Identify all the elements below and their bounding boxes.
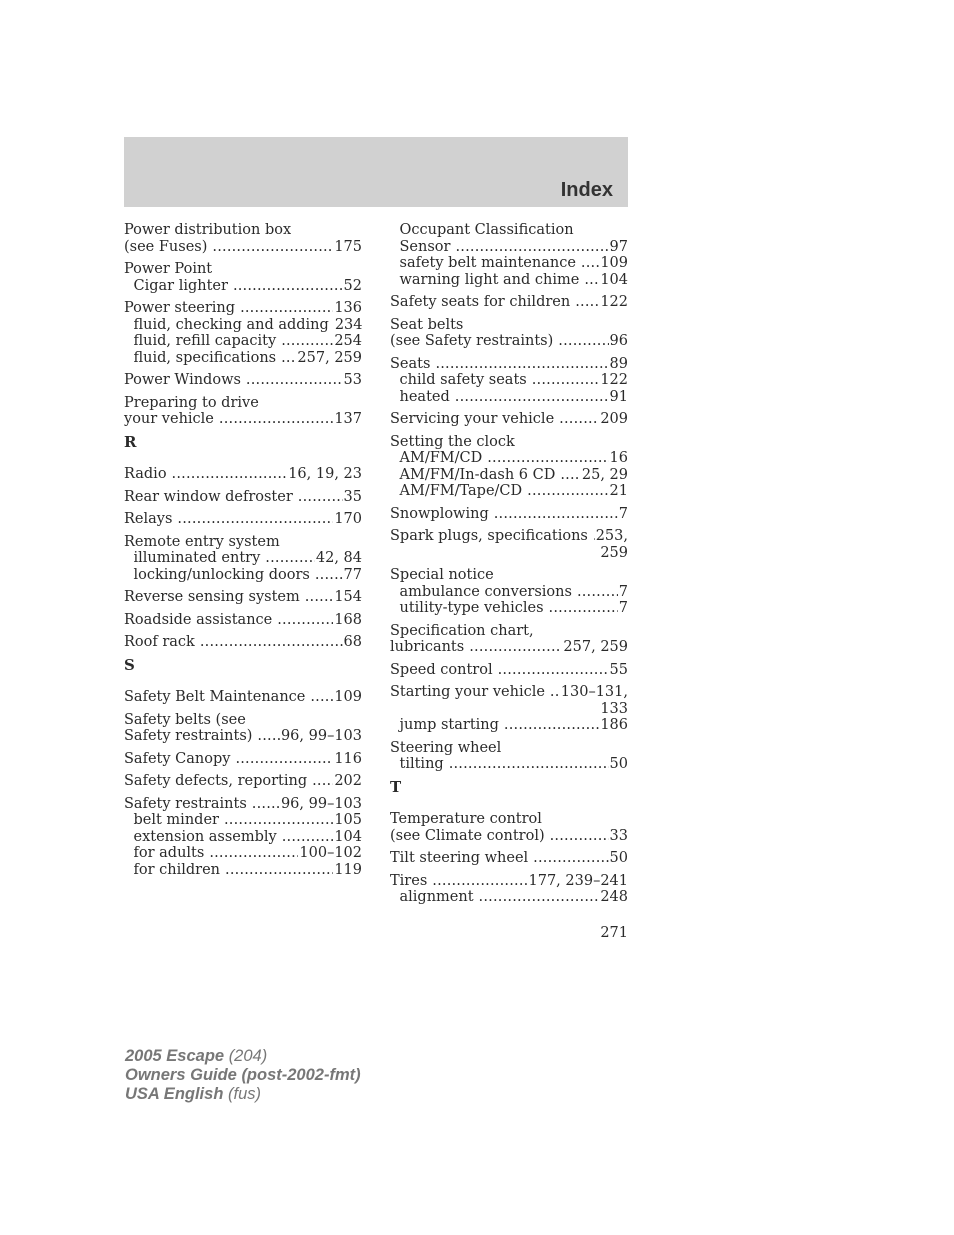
page-title: Index xyxy=(560,179,613,201)
index-entry xyxy=(390,434,628,500)
dot-leader xyxy=(265,550,315,567)
dot-leader xyxy=(532,372,600,389)
index-subentry xyxy=(390,756,628,773)
dot-leader xyxy=(246,372,343,389)
entry-text: illuminated entry xyxy=(133,550,261,566)
entry-text: (see Safety restraints) xyxy=(390,333,554,349)
index-line xyxy=(124,612,362,629)
index-entry xyxy=(124,395,362,428)
page-ref: 257, 259 xyxy=(297,349,362,366)
entry-text: your vehicle xyxy=(124,411,214,427)
index-subentry xyxy=(390,389,628,406)
page-ref: 16 xyxy=(609,450,628,466)
index-entry xyxy=(390,411,628,428)
dot-leader xyxy=(257,728,280,745)
dot-leader xyxy=(435,356,608,373)
header-band xyxy=(124,137,628,207)
entry-text: safety belt maintenance xyxy=(399,255,576,271)
page-ref: 91 xyxy=(609,388,628,405)
index-entry xyxy=(124,796,362,879)
page-ref: 25, 29 xyxy=(581,466,628,483)
index-entry xyxy=(124,589,362,606)
entry-text: Power Point xyxy=(124,261,213,277)
index-line xyxy=(390,356,628,373)
dot-leader xyxy=(549,600,618,617)
page-ref: 50 xyxy=(609,756,628,772)
index-entry xyxy=(390,850,628,867)
dot-leader xyxy=(305,589,334,606)
entry-text: Remote entry system xyxy=(124,533,280,550)
index-line xyxy=(124,728,362,745)
index-entry xyxy=(124,773,362,790)
index-entry xyxy=(124,712,362,745)
index-subentry xyxy=(124,317,362,334)
index-subentry xyxy=(124,829,362,846)
page-ref: 209 xyxy=(600,411,628,427)
footer xyxy=(125,1047,361,1104)
index-entry xyxy=(124,489,362,506)
entry-text: AM/FM/CD xyxy=(399,450,483,466)
index-line xyxy=(124,222,362,239)
index-entry xyxy=(124,372,362,389)
index-line xyxy=(390,662,628,679)
index-line xyxy=(390,294,628,311)
dot-leader xyxy=(533,850,608,867)
page-ref: 254 xyxy=(334,333,362,349)
footer-line-3 xyxy=(125,1085,361,1104)
index-entry xyxy=(124,466,362,483)
entry-text: Occupant Classification xyxy=(399,222,574,238)
page-ref: 89 xyxy=(609,355,628,372)
dot-leader xyxy=(281,350,296,367)
dot-leader xyxy=(212,239,333,256)
entry-text: child safety seats xyxy=(399,372,527,388)
index-line xyxy=(390,828,628,845)
page-ref: 105 xyxy=(334,812,362,828)
page-ref: 21 xyxy=(609,483,628,499)
index-entry xyxy=(390,222,628,288)
page-ref: 136 xyxy=(334,300,362,316)
index-line xyxy=(124,534,362,551)
entry-text: (see Fuses) xyxy=(124,238,208,255)
page-ref: 77 xyxy=(343,566,362,583)
entry-text: Seat belts xyxy=(390,316,464,333)
index-subentry xyxy=(124,350,362,367)
dot-leader xyxy=(240,300,333,317)
dot-leader xyxy=(575,294,599,311)
dot-leader xyxy=(498,662,609,679)
entry-text: Speed control xyxy=(390,661,493,678)
index-line xyxy=(124,489,362,506)
entry-text: Roof rack xyxy=(124,634,195,650)
page-ref: 33 xyxy=(609,827,628,844)
page-ref: 137 xyxy=(334,411,362,427)
dot-leader xyxy=(219,411,333,428)
index-line xyxy=(390,811,628,828)
dot-leader xyxy=(527,483,608,500)
page-ref: 122 xyxy=(600,372,628,388)
entry-text: Roadside assistance xyxy=(124,611,273,628)
index-entry xyxy=(124,534,362,584)
dot-leader xyxy=(177,511,333,528)
entry-text: alignment xyxy=(399,889,474,905)
index-line xyxy=(390,873,628,890)
page-ref: 109 xyxy=(600,255,628,271)
dot-leader xyxy=(577,584,618,601)
page-ref: 104 xyxy=(600,271,628,288)
index-subentry xyxy=(124,862,362,879)
page-ref: 119 xyxy=(334,861,362,878)
dot-leader xyxy=(479,889,600,906)
index-line xyxy=(390,701,628,718)
index-entry xyxy=(390,506,628,523)
index-column-right xyxy=(390,222,628,912)
entry-text: Safety defects, reporting xyxy=(124,773,308,789)
entry-text: Cigar lighter xyxy=(133,277,228,294)
index-line xyxy=(124,239,362,256)
entry-text: AM/FM/In-dash 6 CD xyxy=(399,466,556,483)
entry-text: Safety belts (see xyxy=(124,711,246,728)
index-line xyxy=(124,395,362,412)
page-ref: 116 xyxy=(334,750,362,767)
index-line xyxy=(390,740,628,757)
index-line xyxy=(124,773,362,790)
entry-text: Servicing your vehicle xyxy=(390,411,555,427)
index-subentry xyxy=(390,717,628,734)
index-subentry xyxy=(390,889,628,906)
page-ref: 122 xyxy=(600,294,628,310)
entry-text: Safety Belt Maintenance xyxy=(124,689,306,705)
page-ref: 177, 239–241 xyxy=(528,872,628,889)
index-entry xyxy=(390,623,628,656)
dot-leader xyxy=(209,845,298,862)
index-line xyxy=(390,639,628,656)
dot-leader xyxy=(593,528,595,545)
page-number: 271 xyxy=(600,925,628,941)
dot-leader xyxy=(298,489,343,506)
index-line xyxy=(124,261,362,278)
entry-text: for adults xyxy=(133,845,205,861)
entry-text: Snowplowing xyxy=(390,505,489,522)
entry-text: fluid, refill capacity xyxy=(133,333,277,349)
entry-text: Steering wheel xyxy=(390,739,502,756)
page-ref: 53 xyxy=(343,372,362,388)
footer-guide: Owners Guide (post-2002-fmt) xyxy=(125,1066,361,1084)
entry-text: Temperature control xyxy=(390,811,542,827)
entry-text: belt minder xyxy=(133,812,219,828)
dot-leader xyxy=(315,567,343,584)
dot-leader xyxy=(235,751,333,768)
entry-text: utility-type vehicles xyxy=(399,600,544,616)
index-subentry xyxy=(390,272,628,289)
entry-text: Safety seats for children xyxy=(390,294,571,310)
entry-text: Tilt steering wheel xyxy=(390,850,529,866)
entry-text: Power distribution box xyxy=(124,222,292,238)
index-entry xyxy=(390,740,628,773)
entry-text: Setting the clock xyxy=(390,433,515,450)
entry-text: Rear window defroster xyxy=(124,488,293,505)
index-line xyxy=(390,506,628,523)
index-entry xyxy=(390,567,628,617)
dot-leader xyxy=(277,612,333,629)
dot-leader xyxy=(558,333,608,350)
index-subentry xyxy=(390,584,628,601)
dot-leader xyxy=(432,873,527,890)
dot-leader xyxy=(550,828,609,845)
index-line xyxy=(124,712,362,729)
index-line xyxy=(124,511,362,528)
entry-text: Radio xyxy=(124,466,167,482)
page-ref: 55 xyxy=(609,661,628,678)
dot-leader xyxy=(200,634,343,651)
index-line xyxy=(390,567,628,584)
index-entry xyxy=(390,294,628,311)
index-entry xyxy=(124,612,362,629)
dot-leader xyxy=(560,467,581,484)
index-line xyxy=(390,528,628,545)
index-entry xyxy=(124,511,362,528)
dot-leader xyxy=(310,689,333,706)
entry-text: Safety restraints) xyxy=(124,728,253,744)
index-subentry xyxy=(124,333,362,350)
page-ref: 154 xyxy=(334,589,362,605)
index-line xyxy=(124,689,362,706)
index-line xyxy=(390,333,628,350)
dot-leader xyxy=(312,773,333,790)
page-ref: 96, 99–103 xyxy=(280,795,362,812)
index-entry xyxy=(390,873,628,906)
page-ref: 130–131, xyxy=(560,684,628,700)
entry-text: Relays xyxy=(124,511,173,527)
dot-leader xyxy=(487,450,608,467)
entry-text: Safety restraints xyxy=(124,795,247,812)
entry-text: heated xyxy=(399,388,450,405)
index-line xyxy=(124,796,362,813)
entry-text: Specification chart, xyxy=(390,622,534,639)
index-line xyxy=(124,589,362,606)
entry-text: fluid, specifications xyxy=(133,349,277,366)
index-line xyxy=(124,372,362,389)
page-ref-continued: 259 xyxy=(600,544,628,561)
page-ref: 186 xyxy=(600,717,628,733)
footer-model-code: (204) xyxy=(228,1047,268,1065)
dot-leader xyxy=(172,466,288,483)
page-ref: 104 xyxy=(334,828,362,845)
index-entry xyxy=(390,662,628,679)
page-ref: 175 xyxy=(334,238,362,255)
page-ref: 7 xyxy=(618,505,628,522)
entry-text: lubricants xyxy=(390,639,465,655)
entry-text: tilting xyxy=(399,756,444,772)
entry-text: Spark plugs, specifications xyxy=(390,528,588,544)
index-column-left xyxy=(124,222,362,884)
page-ref: 202 xyxy=(334,773,362,789)
entry-text: Power steering xyxy=(124,300,236,316)
index-entry xyxy=(390,317,628,350)
footer-model: 2005 Escape xyxy=(125,1047,225,1065)
entry-text: Tires xyxy=(390,872,428,889)
footer-line-1 xyxy=(125,1047,361,1066)
entry-text: Preparing to drive xyxy=(124,394,259,411)
index-line xyxy=(390,434,628,451)
page-ref: 253, xyxy=(595,528,628,544)
dot-leader xyxy=(225,862,333,879)
entry-text: locking/unlocking doors xyxy=(133,566,310,583)
index-entry xyxy=(124,261,362,294)
index-entry xyxy=(390,811,628,844)
page-ref: 96, 99–103 xyxy=(280,728,362,744)
entry-text: Sensor xyxy=(399,238,451,255)
dot-leader xyxy=(550,684,560,701)
entry-text: warning light and chime xyxy=(399,271,580,288)
dot-leader xyxy=(282,829,334,846)
entry-text: jump starting xyxy=(399,717,499,733)
page-ref: 52 xyxy=(343,277,362,294)
index-entry xyxy=(124,751,362,768)
entry-text: Power Windows xyxy=(124,372,241,388)
index-line xyxy=(390,850,628,867)
index-line xyxy=(124,751,362,768)
dot-leader xyxy=(494,506,618,523)
page-ref: 96 xyxy=(609,333,628,349)
dot-leader xyxy=(455,239,608,256)
index-entry xyxy=(124,689,362,706)
footer-language: USA English xyxy=(125,1085,224,1103)
index-line xyxy=(390,623,628,640)
page-ref: 68 xyxy=(343,634,362,650)
page-ref: 7 xyxy=(618,583,628,600)
dot-leader xyxy=(233,278,343,295)
footer-language-code: (fus) xyxy=(228,1085,261,1103)
index-entry xyxy=(390,528,628,561)
page-ref: 42, 84 xyxy=(315,550,362,566)
dot-leader xyxy=(224,812,333,829)
index-line xyxy=(124,300,362,317)
index-subentry xyxy=(390,255,628,272)
entry-text: extension assembly xyxy=(133,828,277,845)
entry-text: Seats xyxy=(390,355,431,372)
index-subentry xyxy=(124,278,362,295)
index-entry xyxy=(124,300,362,366)
entry-text: Special notice xyxy=(390,567,494,583)
index-subentry xyxy=(124,567,362,584)
entry-text: ambulance conversions xyxy=(399,583,572,600)
page-ref-continued: 133 xyxy=(600,700,628,717)
dot-leader xyxy=(581,255,599,272)
page-ref: 50 xyxy=(609,850,628,866)
section-letter: R xyxy=(124,432,137,451)
index-subentry xyxy=(124,845,362,862)
dot-leader xyxy=(281,333,333,350)
index-subentry xyxy=(390,372,628,389)
dot-leader xyxy=(252,796,280,813)
entry-text: (see Climate control) xyxy=(390,827,545,844)
entry-text: Starting your vehicle xyxy=(390,684,545,700)
index-subentry xyxy=(390,450,628,467)
index-subentry xyxy=(124,550,362,567)
entry-text: Safety Canopy xyxy=(124,750,231,767)
page-ref: 257, 259 xyxy=(563,639,628,655)
index-line xyxy=(390,411,628,428)
dot-leader xyxy=(584,272,599,289)
page-ref: 7 xyxy=(618,600,628,616)
index-subentry xyxy=(390,600,628,617)
entry-text: for children xyxy=(133,861,221,878)
entry-text: fluid, checking and adding xyxy=(133,316,329,333)
index-line xyxy=(390,545,628,562)
page-ref: 97 xyxy=(609,238,628,255)
index-subentry xyxy=(124,812,362,829)
index-entry xyxy=(390,684,628,734)
page-ref: 248 xyxy=(600,889,628,905)
page-ref: 35 xyxy=(343,488,362,505)
index-line xyxy=(390,317,628,334)
page-ref: 100–102 xyxy=(299,845,362,861)
entry-text: AM/FM/Tape/CD xyxy=(399,483,523,499)
page-ref: 168 xyxy=(334,611,362,628)
page-ref: 234 xyxy=(334,316,363,333)
footer-line-2 xyxy=(125,1066,361,1085)
index-subentry xyxy=(390,483,628,500)
page-ref: 170 xyxy=(334,511,362,527)
index-line xyxy=(124,634,362,651)
index-line xyxy=(124,466,362,483)
index-entry xyxy=(124,222,362,255)
dot-leader xyxy=(504,717,599,734)
index-line xyxy=(390,684,628,701)
page-ref: 109 xyxy=(334,689,362,705)
dot-leader xyxy=(469,639,562,656)
section-letter: T xyxy=(390,777,402,796)
index-subentry xyxy=(390,467,628,484)
section-letter: S xyxy=(124,655,135,674)
index-line xyxy=(124,411,362,428)
index-entry xyxy=(124,634,362,651)
entry-text: Reverse sensing system xyxy=(124,589,300,605)
dot-leader xyxy=(449,756,609,773)
index-subentry xyxy=(390,222,628,239)
dot-leader xyxy=(559,411,599,428)
index-subentry xyxy=(390,239,628,256)
index-entry xyxy=(390,356,628,406)
dot-leader xyxy=(455,389,609,406)
page-ref: 16, 19, 23 xyxy=(288,466,362,482)
